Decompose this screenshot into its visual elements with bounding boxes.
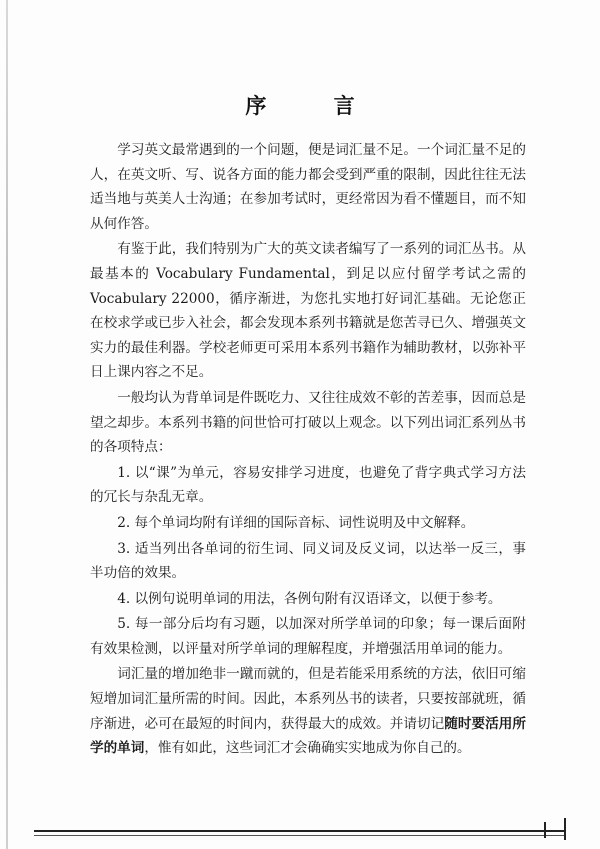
paragraph-series: 有鉴于此，我们特别为广大的英文读者编写了一系列的词汇丛书。从最基本的 Vocabulary Fundamental，到足以应付留学考试之需的 Vocabulary 22000，循序渐进，为您扎实地打好词汇基础。无论您正在校求学或已步入社会，都会发现本系列书籍就是您苦寻已久、增强英文实力的最佳利器。学校老师更可采用本系列书籍作为辅助教材，以弥补平日上课内容之不足。 bbox=[90, 241, 526, 381]
conclusion-text-end: ，惟有如此，这些词汇才会确确实实地成为你自己的。 bbox=[144, 740, 471, 757]
footer-tick-mark-right bbox=[564, 818, 566, 840]
footer-rule-thin bbox=[34, 835, 564, 836]
preface-body bbox=[90, 138, 526, 762]
page-title: 序 言 bbox=[245, 94, 385, 118]
footer-rule bbox=[34, 830, 564, 832]
paragraph-intro: 学习英文最常遇到的一个问题，便是词汇量不足。一个词汇量不足的人，在英文听、写、说各方面的能力都会受到严重的限制，因此往往无法适当地与英美人士沟通；在参加考试时，更经常因为看不懂题目，而不知从何作答。 bbox=[90, 142, 526, 232]
footer-tick-mark bbox=[544, 822, 546, 838]
feature-item-3: 3. 适当列出各单词的衍生词、同义词及反义词，以达举一反三，事半功倍的效果。 bbox=[90, 540, 526, 582]
feature-item-1: 1. 以“课”为单元，容易安排学习进度，也避免了背字典式学习方法的冗长与杂乱无章。 bbox=[90, 464, 526, 506]
conclusion-text-start: 词汇量的增加绝非一蹴而就的，但是若能采用系统的方法，依旧可缩短增加词汇量所需的时间。因此，本系列丛书的读者，只要按部就班，循序渐进，必可在最短的时间内，获得最大的成效。并请切记 bbox=[90, 666, 526, 732]
feature-item-4: 4. 以例句说明单词的用法，各例句附有汉语译文，以便于参考。 bbox=[117, 590, 502, 607]
page-binding-edge bbox=[6, 0, 8, 849]
paragraph-conclusion bbox=[90, 662, 526, 760]
paragraph-features-intro: 一般均认为背单词是件既吃力、又往往成效不彰的苦差事，因而总是望之却步。本系列书籍的问世恰可打破以上观念。以下列出词汇系列丛书的各项特点： bbox=[90, 389, 526, 456]
conclusion-emphasis: 随时要活用所学的单词 bbox=[90, 715, 527, 757]
feature-item-2: 2. 每个单词均附有详细的国际音标、词性说明及中文解释。 bbox=[117, 514, 475, 531]
feature-item-5: 5. 每一部分后均有习题，以加深对所学单词的印象；每一课后面附有效果检测，以评量对所学单词的理解程度，并增强活用单词的能力。 bbox=[90, 616, 526, 657]
